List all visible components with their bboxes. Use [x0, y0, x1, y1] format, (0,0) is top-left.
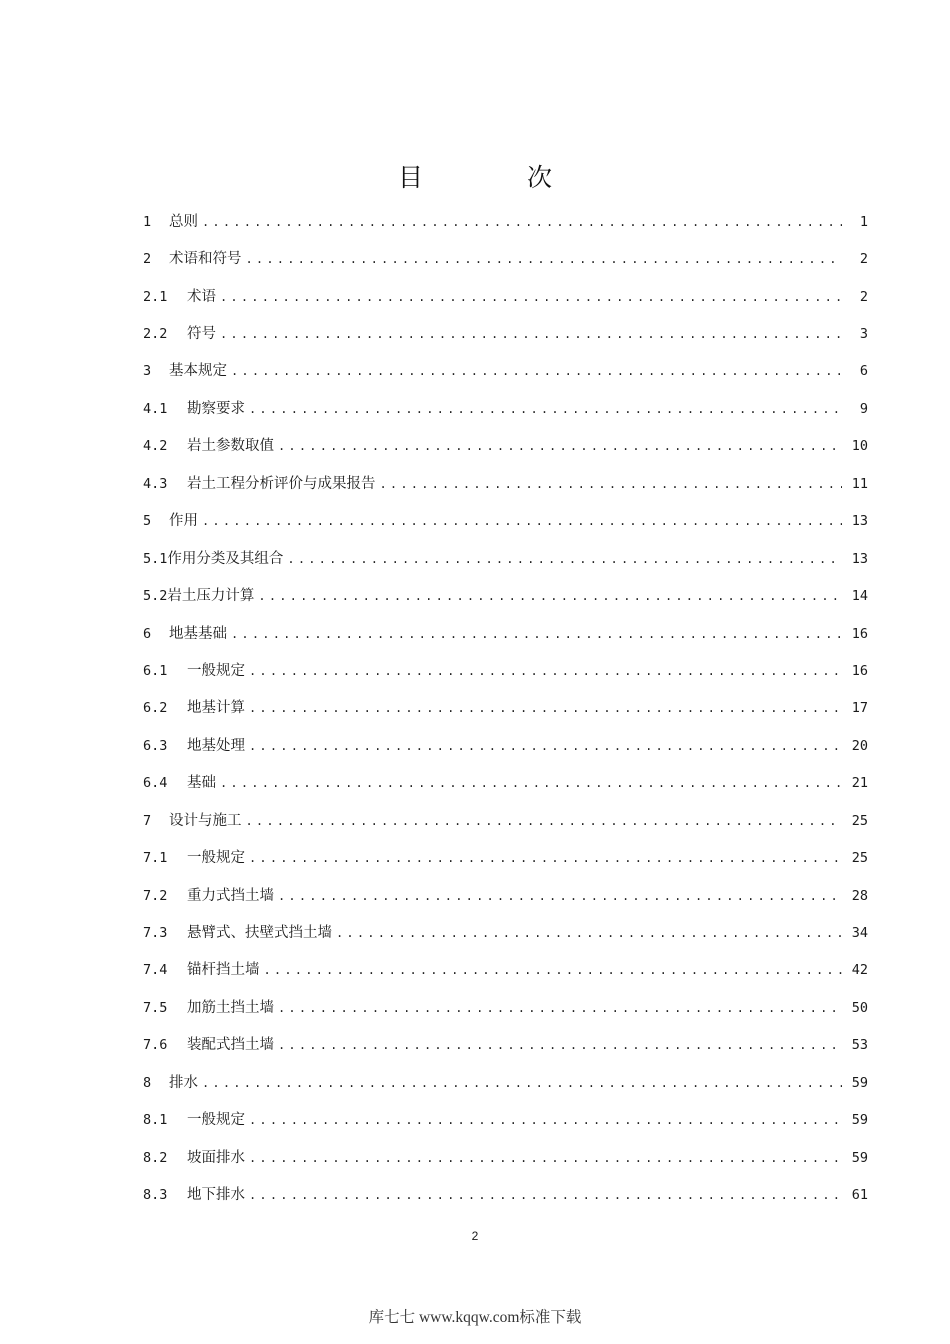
- toc-entry[interactable]: [143, 503, 868, 540]
- toc-entry[interactable]: [143, 802, 868, 839]
- toc-entry-page: 1: [859, 213, 868, 230]
- toc-entry-number: 2: [143, 251, 152, 268]
- toc-entry[interactable]: [143, 1139, 868, 1176]
- toc-entry-label: 岩土压力计算: [167, 588, 255, 605]
- toc-entry[interactable]: [143, 315, 868, 352]
- toc-leader-dots: [231, 624, 842, 644]
- toc-entry-label: 地下排水: [187, 1187, 245, 1204]
- toc-entry-label: 基础: [187, 775, 216, 792]
- toc-entry-page: 6: [859, 363, 868, 380]
- page-number: 2: [471, 1229, 479, 1243]
- toc-entry-number: 7.1: [143, 850, 168, 867]
- toc-entry-label: 一般规定: [187, 1112, 245, 1129]
- toc-entry-number: 7.3: [143, 925, 168, 942]
- toc-leader-dots: [264, 960, 843, 980]
- toc-entry-label: 锚杆挡土墙: [187, 962, 260, 979]
- toc-entry-page: 3: [859, 326, 868, 343]
- page-title: 目 次: [398, 163, 600, 192]
- toc-entry-number: 6: [143, 625, 152, 642]
- toc-entry-label: 加筋土挡土墙: [187, 999, 274, 1016]
- toc-entry-label: 基本规定: [169, 363, 227, 380]
- toc-entry[interactable]: [143, 690, 868, 727]
- toc-leader-dots: [249, 399, 842, 419]
- toc-leader-dots: [249, 661, 842, 681]
- toc-entry-page: 21: [851, 775, 868, 792]
- toc-entry-page: 9: [859, 400, 868, 417]
- toc-entry-number: 5.2: [143, 588, 168, 605]
- toc-entry-label: 作用分类及其组合: [167, 550, 284, 567]
- toc-entry-label: 符号: [187, 326, 216, 343]
- toc-entry[interactable]: [143, 540, 868, 577]
- toc-entry-page: 16: [851, 662, 868, 679]
- toc-entry-page: 11: [851, 475, 868, 492]
- toc-entry-page: 53: [851, 1037, 868, 1054]
- toc-entry-number: 7.4: [143, 962, 168, 979]
- toc-leader-dots: [220, 773, 842, 793]
- toc-entry[interactable]: [143, 1027, 868, 1064]
- toc-entry-page: 34: [851, 925, 868, 942]
- toc-entry-label: 重力式挡土墙: [187, 887, 274, 904]
- toc-entry-label: 一般规定: [187, 850, 245, 867]
- toc-leader-dots: [231, 361, 842, 381]
- toc-leader-dots: [220, 324, 842, 344]
- toc-leader-dots: [202, 212, 842, 232]
- toc-entry-number: 3: [143, 363, 152, 380]
- toc-entry[interactable]: [143, 952, 868, 989]
- toc-entry-page: 28: [851, 887, 868, 904]
- toc-entry-page: 50: [851, 999, 868, 1016]
- toc-entry-label: 装配式挡土墙: [187, 1037, 274, 1054]
- toc-entry-page: 25: [851, 812, 868, 829]
- toc-entry[interactable]: [143, 465, 868, 502]
- toc-leader-dots: [249, 1110, 842, 1130]
- toc-entry-label: 术语: [187, 288, 216, 305]
- toc-entry-label: 排水: [169, 1074, 198, 1091]
- toc-entry-number: 8: [143, 1074, 152, 1091]
- toc-entry-number: 7: [143, 812, 152, 829]
- toc-entry-number: 6.1: [143, 662, 168, 679]
- toc-entry-label: 一般规定: [187, 662, 245, 679]
- toc-entry-label: 岩土工程分析评价与成果报告: [187, 475, 376, 492]
- toc-leader-dots: [249, 1148, 842, 1168]
- toc-entry[interactable]: [143, 240, 868, 277]
- toc-entry[interactable]: [143, 914, 868, 951]
- toc-entry[interactable]: [143, 1064, 868, 1101]
- toc-entry-label: 术语和符号: [169, 251, 242, 268]
- toc-entry[interactable]: [143, 652, 868, 689]
- toc-entry[interactable]: [143, 428, 868, 465]
- toc-leader-dots: [249, 1185, 842, 1205]
- toc-entry-page: 42: [851, 962, 868, 979]
- toc-entry-label: 岩土参数取值: [187, 438, 274, 455]
- toc-entry-page: 61: [851, 1187, 868, 1204]
- toc-entry-number: 5.1: [143, 550, 168, 567]
- toc-entry[interactable]: [143, 1102, 868, 1139]
- toc-entry[interactable]: [143, 278, 868, 315]
- toc-entry-page: 2: [859, 251, 868, 268]
- toc-leader-dots: [249, 736, 842, 756]
- toc-entry[interactable]: [143, 839, 868, 876]
- toc-leader-dots: [278, 998, 842, 1018]
- toc-leader-dots: [202, 511, 842, 531]
- toc-entry-page: 59: [851, 1149, 868, 1166]
- toc-entry-number: 7.5: [143, 999, 168, 1016]
- toc-entry-number: 8.2: [143, 1149, 168, 1166]
- toc-entry-page: 16: [851, 625, 868, 642]
- toc-entry-number: 4.2: [143, 438, 168, 455]
- toc-leader-dots: [202, 1073, 842, 1093]
- toc-leader-dots: [258, 586, 842, 606]
- toc-entry-page: 59: [851, 1074, 868, 1091]
- toc-entry-number: 6.2: [143, 700, 168, 717]
- toc-entry-label: 悬臂式、扶壁式挡土墙: [187, 925, 332, 942]
- toc-leader-dots: [336, 923, 842, 943]
- toc-entry-label: 总则: [169, 213, 198, 230]
- toc-entry[interactable]: [143, 577, 868, 614]
- toc-leader-dots: [246, 811, 843, 831]
- toc-entry-page: 25: [851, 850, 868, 867]
- toc-entry[interactable]: [143, 390, 868, 427]
- toc-entry[interactable]: [143, 353, 868, 390]
- toc-entry[interactable]: [143, 615, 868, 652]
- toc-leader-dots: [246, 249, 843, 269]
- toc-entry-label: 勘察要求: [187, 400, 245, 417]
- toc-entry-number: 2.1: [143, 288, 168, 305]
- toc-leader-dots: [287, 549, 842, 569]
- toc-leader-dots: [249, 698, 842, 718]
- table-of-contents: [143, 203, 868, 1214]
- toc-entry-page: 59: [851, 1112, 868, 1129]
- toc-leader-dots: [380, 474, 843, 494]
- toc-entry[interactable]: [143, 989, 868, 1026]
- toc-entry-number: 4.3: [143, 475, 168, 492]
- toc-entry-label: 地基基础: [169, 625, 227, 642]
- toc-entry-label: 地基处理: [187, 737, 245, 754]
- toc-entry-label: 地基计算: [187, 700, 245, 717]
- toc-entry-number: 5: [143, 513, 152, 530]
- toc-leader-dots: [220, 287, 842, 307]
- toc-leader-dots: [249, 848, 842, 868]
- toc-entry-number: 7.2: [143, 887, 168, 904]
- toc-entry-page: 13: [851, 550, 868, 567]
- toc-entry[interactable]: [143, 765, 868, 802]
- toc-entry-number: 7.6: [143, 1037, 168, 1054]
- toc-entry-number: 1: [143, 213, 152, 230]
- toc-entry-page: 14: [851, 588, 868, 605]
- toc-entry-label: 设计与施工: [169, 812, 242, 829]
- toc-leader-dots: [278, 1035, 842, 1055]
- footer-watermark: 库七七 www.kqqw.com标准下载: [368, 1309, 582, 1326]
- toc-entry[interactable]: [143, 877, 868, 914]
- toc-entry-label: 坡面排水: [187, 1149, 245, 1166]
- toc-entry-label: 作用: [169, 513, 198, 530]
- toc-entry-number: 2.2: [143, 326, 168, 343]
- toc-entry[interactable]: [143, 727, 868, 764]
- toc-entry[interactable]: [143, 203, 868, 240]
- toc-entry-page: 20: [851, 737, 868, 754]
- toc-leader-dots: [278, 436, 842, 456]
- toc-entry-number: 8.1: [143, 1112, 168, 1129]
- toc-entry-page: 13: [851, 513, 868, 530]
- toc-entry-page: 2: [859, 288, 868, 305]
- toc-entry-number: 4.1: [143, 400, 168, 417]
- toc-entry-page: 17: [851, 700, 868, 717]
- toc-entry-number: 8.3: [143, 1187, 168, 1204]
- toc-entry-number: 6.3: [143, 737, 168, 754]
- toc-entry-number: 6.4: [143, 775, 168, 792]
- toc-leader-dots: [278, 886, 842, 906]
- toc-entry[interactable]: [143, 1176, 868, 1213]
- toc-entry-page: 10: [851, 438, 868, 455]
